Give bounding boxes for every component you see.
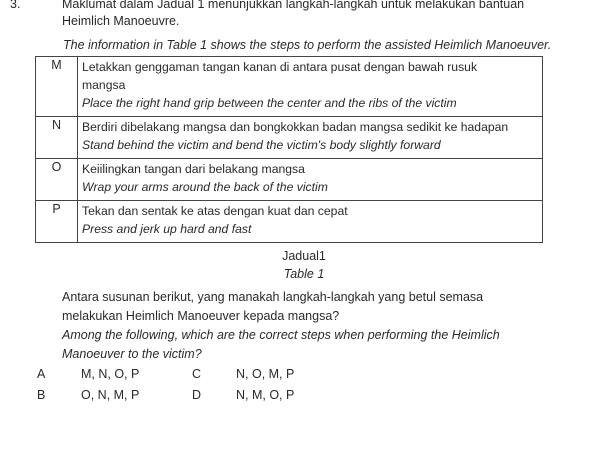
prompt-line-ms: melakukan Heimlich Manoeuver kepada mangsa?	[62, 309, 340, 323]
step-text-ms: Berdiri dibelakang mangsa dan bongkokkan badan mangsa sedikit ke hadapan	[82, 120, 509, 134]
option-value: M, N, O, P	[81, 367, 140, 381]
step-label: N	[36, 117, 78, 159]
step-label: P	[36, 201, 78, 243]
prompt-line-en: Manoeuver to the victim?	[62, 347, 202, 361]
option-key: A	[37, 367, 46, 381]
step-text-en: Wrap your arms around the back of the victim	[82, 180, 328, 194]
stem-line: Heimlich Manoeuvre.	[62, 14, 180, 28]
step-label: O	[36, 159, 78, 201]
step-text-en: Place the right hand grip between the center and the ribs of the victim	[82, 96, 457, 110]
step-text-ms: mangsa	[82, 78, 126, 92]
question-number: 3.	[10, 0, 21, 11]
table-row	[36, 159, 543, 201]
stem-line: Maklumat dalam Jadual 1 menunjukkan langkah-langkah untuk melakukan bantuan	[62, 0, 525, 11]
step-text-ms: Letakkan genggaman tangan kanan di antara pusat dengan bawah rusuk	[82, 60, 478, 74]
steps-table	[35, 56, 543, 243]
prompt-line-en: Among the following, which are the correct steps when performing the Heimlich	[62, 328, 500, 342]
question-stem	[62, 0, 602, 30]
step-label: M	[36, 57, 78, 117]
step-text	[78, 117, 543, 159]
question-prompt	[62, 289, 582, 365]
step-text-ms: Keiilingkan tangan dari belakang mangsa	[82, 162, 305, 176]
option-key: B	[37, 388, 46, 402]
option-value: O, N, M, P	[81, 388, 140, 402]
table-caption-ms: Jadual1	[282, 249, 326, 263]
step-text	[78, 57, 543, 117]
table-intro: The information in Table 1 shows the steps to perform the assisted Heimlich Manoeuver.	[63, 38, 552, 52]
table-row	[36, 117, 543, 159]
option-key: D	[192, 388, 202, 402]
step-text-ms: Tekan dan sentak ke atas dengan kuat dan cepat	[82, 204, 348, 218]
prompt-line-ms: Antara susunan berikut, yang manakah langkah-langkah yang betul semasa	[62, 290, 484, 304]
table-row	[36, 57, 543, 117]
step-text-en: Stand behind the victim and bend the victim's body slightly forward	[82, 138, 441, 152]
option-value: N, M, O, P	[236, 388, 295, 402]
option-value: N, O, M, P	[236, 367, 295, 381]
step-text-en: Press and jerk up hard and fast	[82, 222, 252, 236]
table-row	[36, 201, 543, 243]
step-text	[78, 201, 543, 243]
option-key: C	[192, 367, 202, 381]
step-text	[78, 159, 543, 201]
table-caption-en: Table 1	[283, 267, 325, 281]
